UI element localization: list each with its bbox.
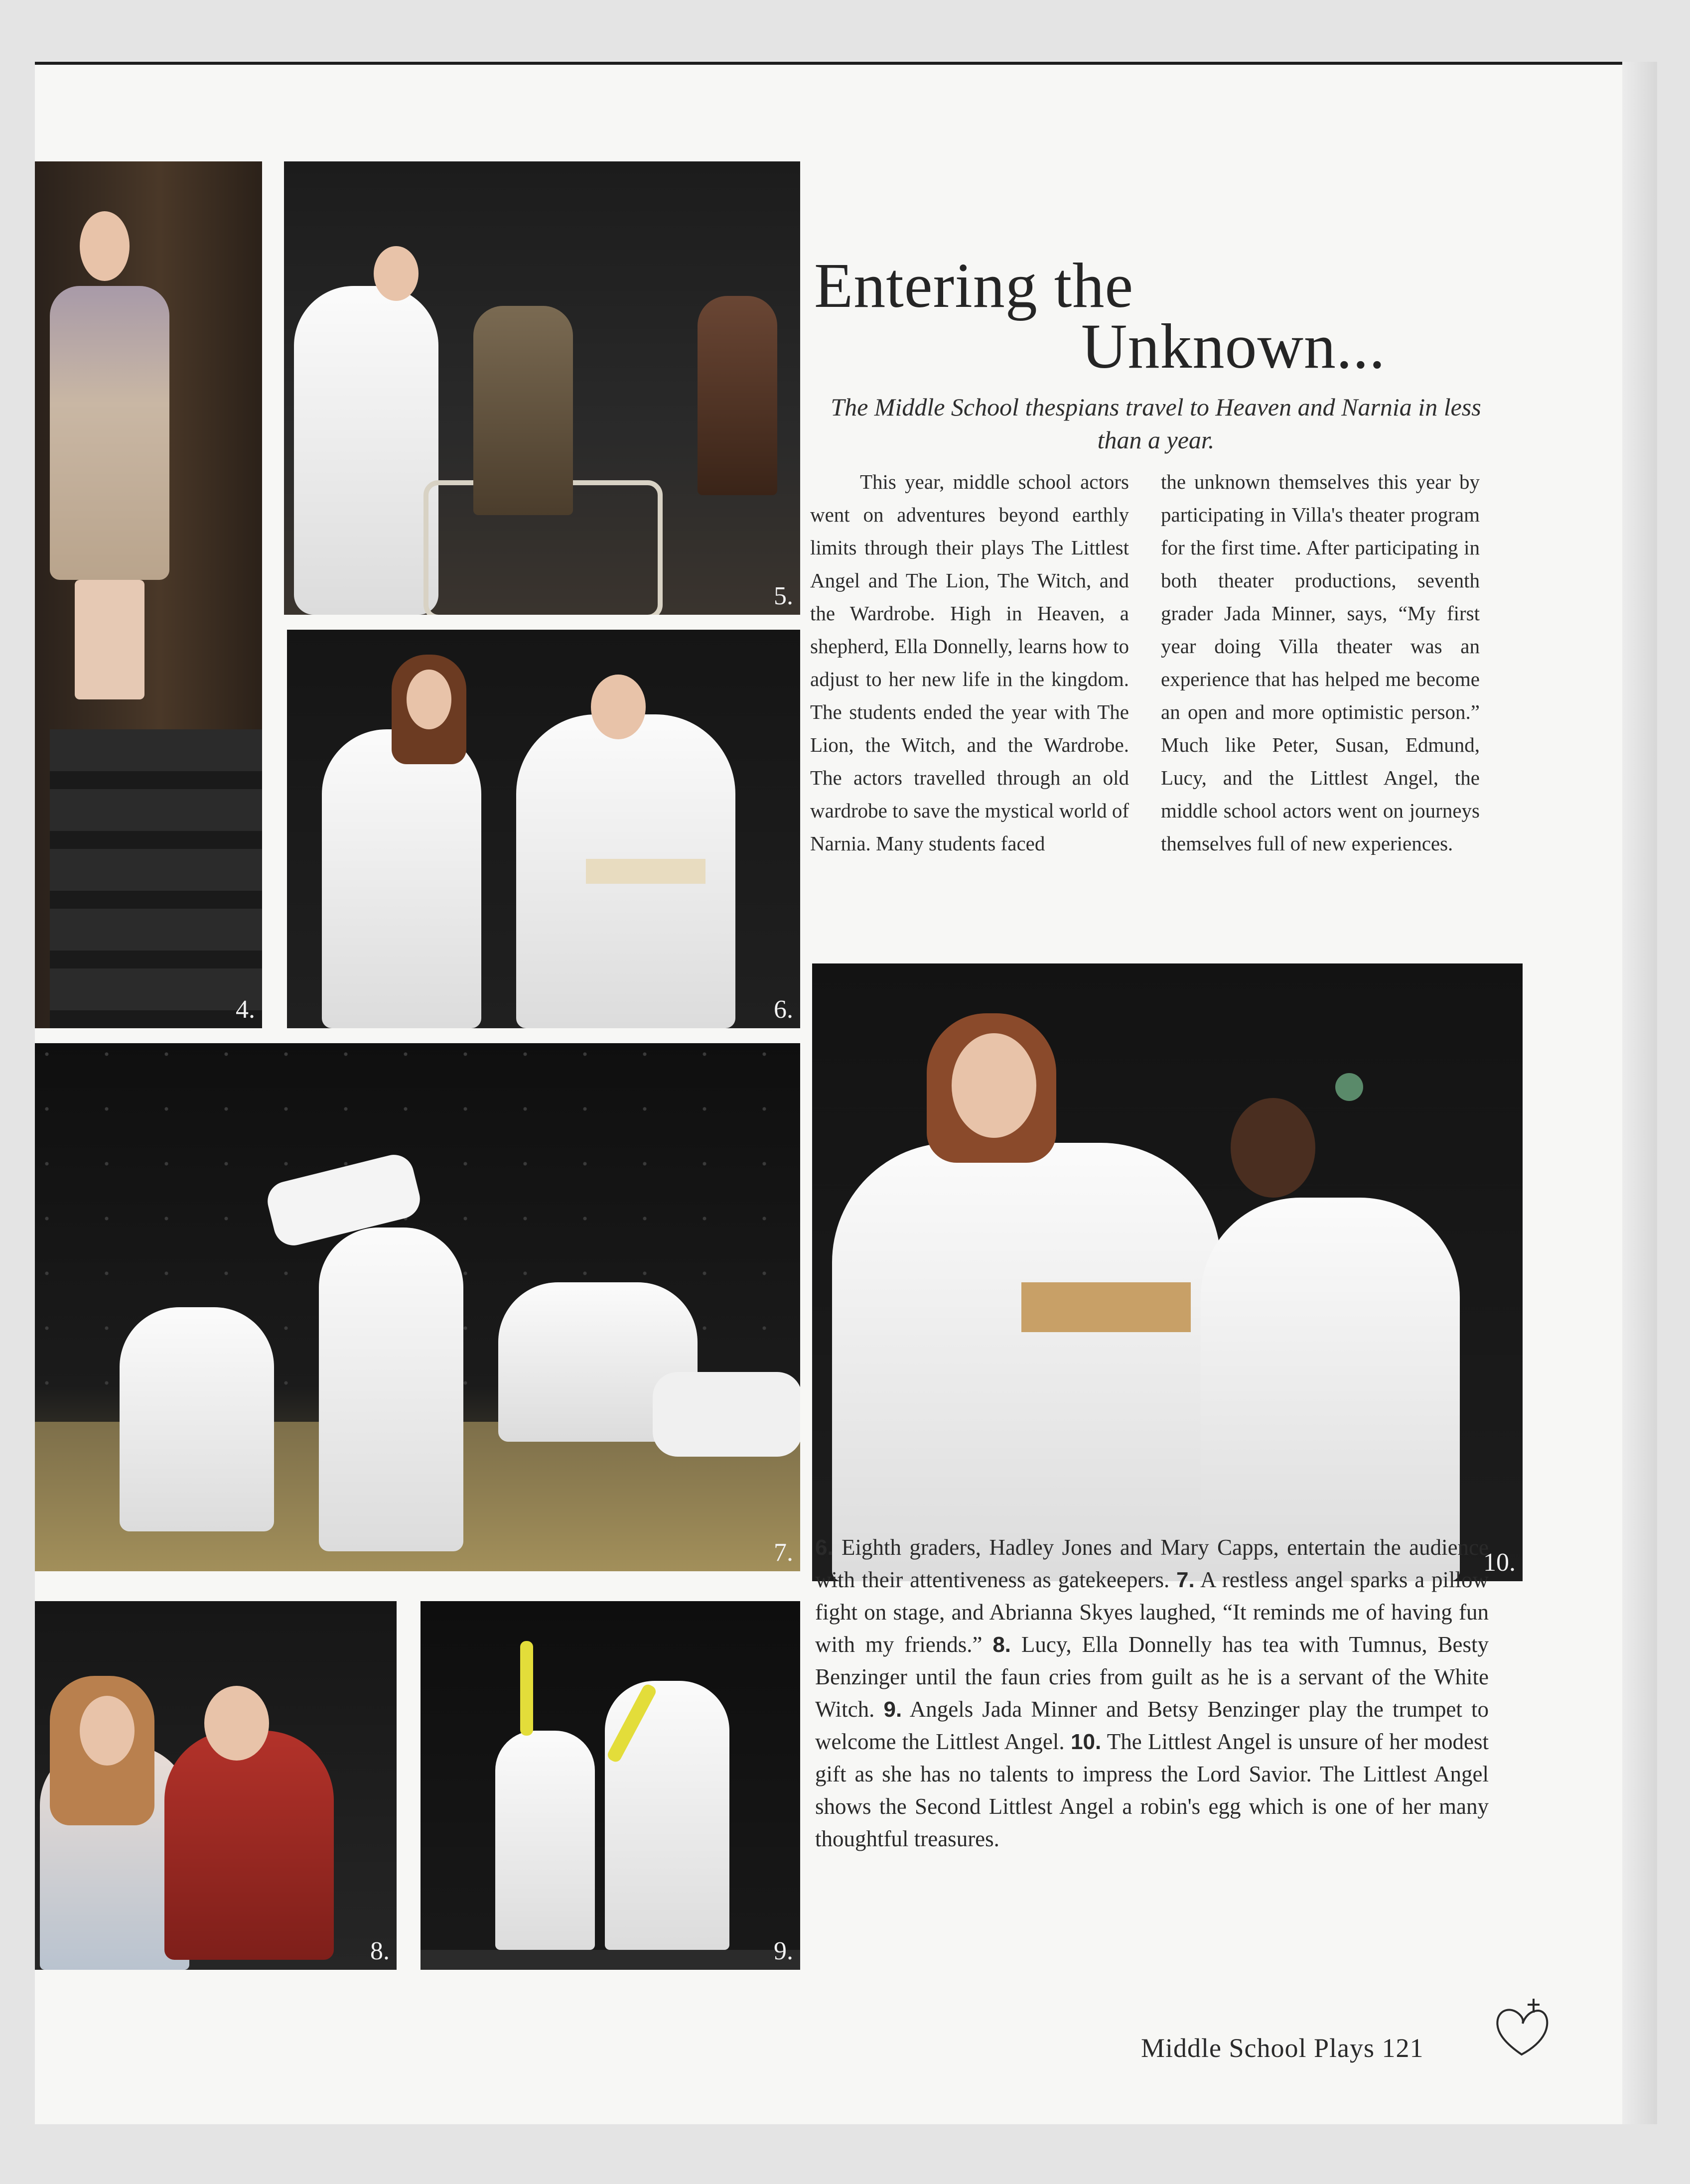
photo-9 <box>421 1601 800 1970</box>
angel-robe-1 <box>120 1307 274 1531</box>
littlest-angel-face <box>952 1033 1036 1138</box>
second-angel-face <box>1231 1098 1315 1198</box>
actress-figure <box>50 286 169 580</box>
caption-number: 8. <box>992 1633 1011 1657</box>
caption-number: 6. <box>815 1535 834 1560</box>
photo-6 <box>287 630 800 1028</box>
caption-number: 9. <box>883 1697 902 1722</box>
caption-number: 10. <box>1071 1730 1102 1754</box>
photo-number: 7. <box>774 1538 793 1567</box>
page-number: 121 <box>1382 2033 1424 2063</box>
photo-number: 5. <box>774 582 793 610</box>
caption-text: A restless angel sparks a pillow fight on stage, and Abrianna Skyes laughed, “It reminds me of having fun with my friends.” <box>815 1567 1489 1657</box>
white-witch-gown <box>294 286 438 615</box>
photo-captions <box>815 1531 1489 1855</box>
tumnus-face <box>204 1686 269 1761</box>
robin-egg <box>1335 1073 1363 1101</box>
page-footer <box>1141 2033 1424 2063</box>
wooden-box <box>1021 1282 1191 1332</box>
photo-number: 8. <box>370 1937 390 1965</box>
caption-text: Lucy, Ella Donnelly has tea with Tumnus, Besty Benzinger until the faun cries from guilt as he is a servant of the White Witch. <box>815 1632 1489 1722</box>
edmund-figure <box>473 306 573 515</box>
photo-4 <box>35 161 262 1028</box>
photo-number: 6. <box>774 995 793 1024</box>
body-column-2: the unknown themselves this year by participating in Villa's theater program for the first time. After participating in both theater productions, seventh grader Jada Minner, says, “My first year doing Villa theater was an experience that has helped me become an open and more optimistic person.” Much like Peter, Susan, Edmund, Lucy, and the Littlest Angel, the middle school actors went on journeys themselves full of new experiences. <box>1161 470 1480 855</box>
white-witch-face <box>374 246 419 301</box>
caption-text: The Littlest Angel is unsure of her modest gift as she has no talents to impress the Lord Savior. The Littlest Angel shows the Second Littlest Angel a robin's egg which is one of her many thoughtful treasures. <box>815 1729 1489 1851</box>
angel-right-sash <box>586 859 705 884</box>
photo-number: 4. <box>236 995 255 1024</box>
actress-legs <box>75 580 144 699</box>
photo-5 <box>284 161 800 615</box>
second-angel-robe <box>1201 1198 1460 1581</box>
photo-7 <box>35 1043 800 1571</box>
page-title-line-1: Entering the <box>814 250 1134 321</box>
tumnus-figure <box>164 1731 334 1960</box>
body-column-1: This year, middle school actors went on adventures beyond earthly limits through their plays The Littlest Angel and The Lion, The Witch, and the Wardrobe. High in Heaven, a shepherd, Ella Donnelly, learns how to adjust to her new life in the kingdom. The students ended the year with The Lion, the Witch, and the Wardrobe. The actors travelled through an old wardrobe to save the mystical world of Narnia. Many students faced <box>810 470 1129 855</box>
caption-number: 7. <box>1176 1568 1195 1592</box>
actress-face <box>80 211 130 281</box>
stage-floor <box>421 1950 800 1970</box>
lucy-face <box>80 1696 135 1766</box>
caption-text: Eighth graders, Hadley Jones and Mary Capps, entertain the audience with their attentiveness as gatekeepers. <box>815 1535 1489 1592</box>
page-subtitle: The Middle School thespians travel to Heaven and Narnia in less than a year. <box>831 393 1481 454</box>
photo-number: 9. <box>774 1937 793 1965</box>
photo-10 <box>812 963 1523 1581</box>
pillow-2 <box>653 1372 800 1457</box>
footer-section: Middle School Plays <box>1141 2033 1375 2063</box>
photo-number: 10. <box>1483 1548 1516 1577</box>
page-edge <box>1622 62 1657 2124</box>
angel-robe-2 <box>319 1228 463 1551</box>
page-title-line-2: Unknown... <box>1081 311 1386 382</box>
dwarf-figure <box>698 296 777 495</box>
trumpet-angel-1 <box>495 1731 595 1950</box>
photo-8 <box>35 1601 397 1970</box>
angel-right-face <box>591 675 646 739</box>
page-top-edge <box>35 62 1657 65</box>
scan-margin <box>0 2124 1690 2184</box>
caption-text: Angels Jada Minner and Betsy Benzinger play the trumpet to welcome the Littlest Angel. <box>815 1697 1489 1754</box>
heart-cross-logo-icon <box>1493 1996 1552 2060</box>
stage-steps <box>50 729 262 1028</box>
angel-left-robe <box>322 729 481 1028</box>
trumpet-angel-2 <box>605 1681 729 1950</box>
angel-left-face <box>407 670 451 729</box>
littlest-angel-robe <box>832 1143 1221 1581</box>
trumpet-1 <box>520 1641 533 1736</box>
